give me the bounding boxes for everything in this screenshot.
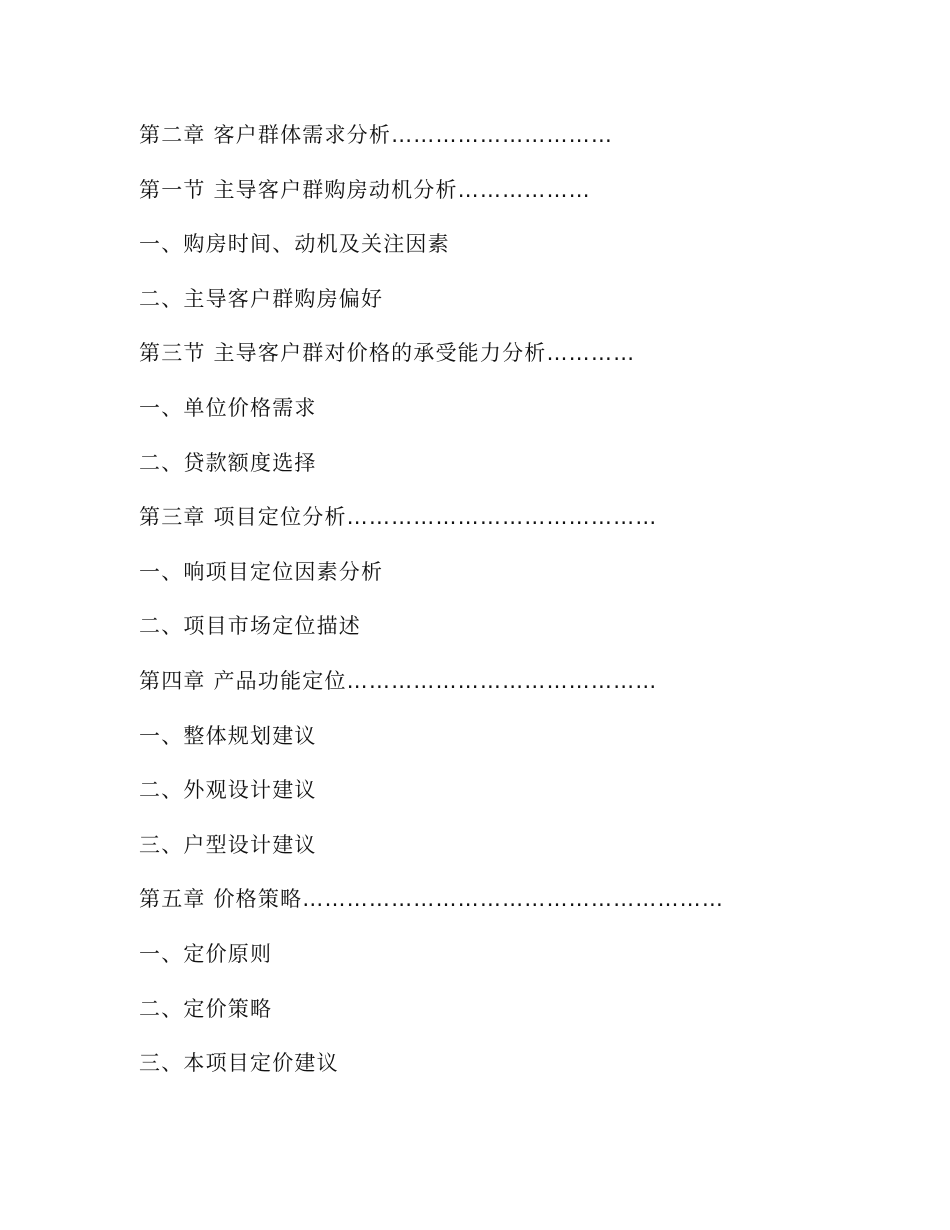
- toc-item: 一、定价原则: [139, 941, 273, 966]
- toc-item: 二、外观设计建议: [139, 778, 317, 803]
- toc-item: 二、贷款额度选择: [139, 450, 317, 475]
- toc-item: 三、户型设计建议: [139, 832, 317, 857]
- toc-item: 二、定价策略: [139, 996, 273, 1021]
- toc-item: 一、单位价格需求: [139, 395, 317, 420]
- toc-chapter-5: 第五章 价格策略…………………………………………………: [139, 887, 725, 912]
- toc-item: 一、整体规划建议: [139, 723, 317, 748]
- toc-item: 二、项目市场定位描述: [139, 614, 361, 639]
- toc-item: 三、本项目定价建议: [139, 1051, 339, 1076]
- toc-chapter-3: 第三章 项目定位分析……………………………………: [139, 505, 658, 530]
- toc-chapter-2: 第二章 客户群体需求分析…………………………: [139, 123, 614, 147]
- toc-item: 二、主导客户群购房偏好: [139, 286, 384, 311]
- table-of-contents: [139, 115, 839, 1098]
- toc-item: 一、购房时间、动机及关注因素: [139, 232, 450, 257]
- toc-item: 一、响项目定位因素分析: [139, 559, 384, 584]
- toc-chapter-4: 第四章 产品功能定位……………………………………: [139, 668, 658, 693]
- toc-section-1: 第一节 主导客户群购房动机分析………………: [139, 177, 591, 202]
- toc-section-3: 第三节 主导客户群对价格的承受能力分析…………: [139, 341, 636, 366]
